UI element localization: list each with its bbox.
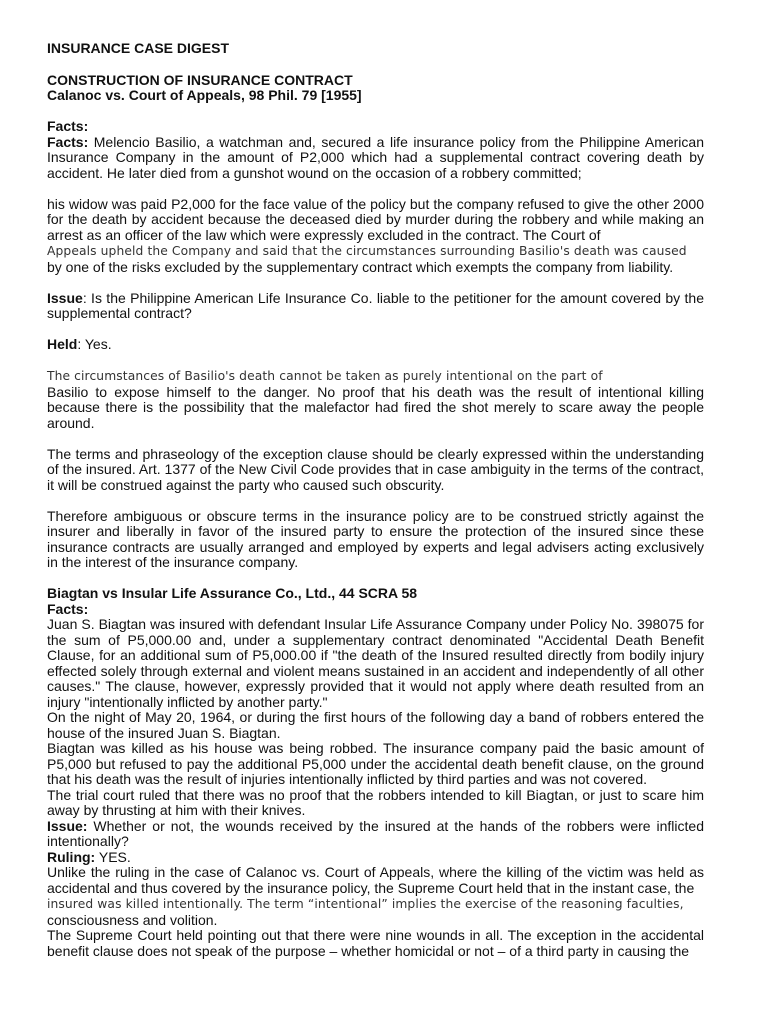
case2-issue-text: Whether or not, the wounds received by the insured at the hands of the robbers were inflicted intentionally? bbox=[47, 817, 704, 849]
case2-ruling-p1-c: consciousness and volition. bbox=[47, 911, 218, 928]
case2-title: Biagtan vs Insular Life Assurance Co., Ltd., 44 SCRA 58 bbox=[47, 585, 418, 601]
case1-held-p2: The terms and phraseology of the exception clause should be clearly expressed within the understanding of the insured. Art. 1377 of the New Civil Code provides that in case ambiguity in the terms of the contract, it will be construed against the party who caused such obscurity. bbox=[47, 445, 704, 493]
case1-facts-heading: Facts: bbox=[47, 118, 89, 134]
case1-issue-label: Issue bbox=[47, 289, 83, 306]
case1-issue-text: : Is the Philippine American Life Insurance Co. liable to the petitioner for the amount covered by the supplemental contract? bbox=[47, 289, 704, 321]
case2-facts-p1: Juan S. Biagtan was insured with defendant Insular Life Assurance Company under Policy No. 398075 for the sum of P5,000.00 and, under a supplementary contract denominated "Accidental Death Benefit Clause, for an additional sum of P5,000.00 if "the death of the Insured resulted directly from bodily injury effected solely through external and violent means sustained in an accident and independently of all other causes." The clause, however, expressly provided that it would not apply where death resulted from an injury "intentionally inflicted by another party." bbox=[47, 616, 704, 710]
case2-ruling-label: Ruling: bbox=[47, 848, 96, 865]
case2-facts-p2: On the night of May 20, 1964, or during the first hours of the following day a band of robbers entered the house of the insured Juan S. Biagtan. bbox=[47, 709, 704, 741]
case1-widow-paragraph bbox=[47, 197, 704, 276]
case2-facts-p4: The trial court ruled that there was no proof that the robbers intended to kill Biagtan, or just to scare him away by thrusting at him with their knives. bbox=[47, 786, 704, 818]
case2-facts-heading: Facts: bbox=[47, 600, 89, 617]
case1-widow-text-3: by one of the risks excluded by the supplementary contract which exempts the company from liability. bbox=[47, 258, 674, 275]
case2-issue-label: Issue: bbox=[47, 817, 88, 834]
case2-ruling-text: YES. bbox=[95, 848, 131, 865]
case1-facts-text: Melencio Basilio, a watchman and, secured a life insurance policy from the Philippine American Insurance Company in the amount of P2,000 which had a supplemental contract covering death by accident. He later died from a gunshot wound on the occasion of a robbery committed; bbox=[47, 133, 704, 181]
case1-widow-text: his widow was paid P2,000 for the face value of the policy but the company refused to give the other 2000 for the death by accident because the deceased died by murder during the robbery and while making an arrest as an officer of the law which were expressly excluded in the contract. The Court of bbox=[47, 195, 704, 243]
case1-facts-label: Facts: bbox=[47, 133, 89, 150]
case2-ruling-p1-b: insured was killed intentionally. The term “intentional” implies the exercise of the reasoning faculties, bbox=[47, 897, 684, 911]
case1-issue-paragraph bbox=[47, 291, 704, 322]
case1-held-text: : Yes. bbox=[77, 336, 112, 352]
case1-held-paragraph bbox=[47, 337, 704, 353]
case2-issue-paragraph bbox=[47, 819, 704, 850]
case2-ruling-p2: The Supreme Court held pointing out that there were nine wounds in all. The exception in the accidental benefit clause does not speak of the purpose – whether homicidal or not – of a third party in causing the bbox=[47, 927, 704, 959]
case1-held-p1-a: The circumstances of Basilio's death cannot be taken as purely intentional on the part of bbox=[47, 369, 603, 383]
case2-ruling-paragraph bbox=[47, 850, 704, 866]
case1-title: Calanoc vs. Court of Appeals, 98 Phil. 79 [1955] bbox=[47, 87, 362, 103]
case2-ruling-p1 bbox=[47, 865, 704, 928]
case2-ruling-p1-a: Unlike the ruling in the case of Calanoc vs. Court of Appeals, where the killing of the victim was held as accidental and thus covered by the insurance policy, the Supreme Court held that in the instant case, the bbox=[47, 864, 704, 896]
case1-held-p1 bbox=[47, 368, 704, 431]
case1-facts-paragraph bbox=[47, 135, 704, 182]
section-title: CONSTRUCTION OF INSURANCE CONTRACT bbox=[47, 71, 353, 88]
case1-held-p1-b: Basilio to expose himself to the danger. No proof that his death was the result of intentional killing because there is the possibility that the malefactor had fired the shot merely to scare away the people around. bbox=[47, 383, 704, 431]
case1-held-p3: Therefore ambiguous or obscure terms in the insurance policy are to be construed strictly against the insurer and liberally in favor of the insured party to ensure the protection of the insured since these insurance contracts are usually arranged and employed by experts and legal advisers acting exclusively in the interest of the insurance company. bbox=[47, 507, 704, 570]
case2-facts-p3: Biagtan was killed as his house was being robbed. The insurance company paid the basic amount of P5,000 but refused to pay the additional P5,000 under the accidental death benefit clause, on the ground that his death was the result of injuries intentionally inflicted by third parties and was not covered. bbox=[47, 740, 704, 787]
case1-widow-text-2: Appeals upheld the Company and said that the circumstances surrounding Basilio's death was caused bbox=[47, 244, 687, 258]
document-title: INSURANCE CASE DIGEST bbox=[47, 40, 230, 56]
case1-held-label: Held bbox=[47, 336, 78, 352]
